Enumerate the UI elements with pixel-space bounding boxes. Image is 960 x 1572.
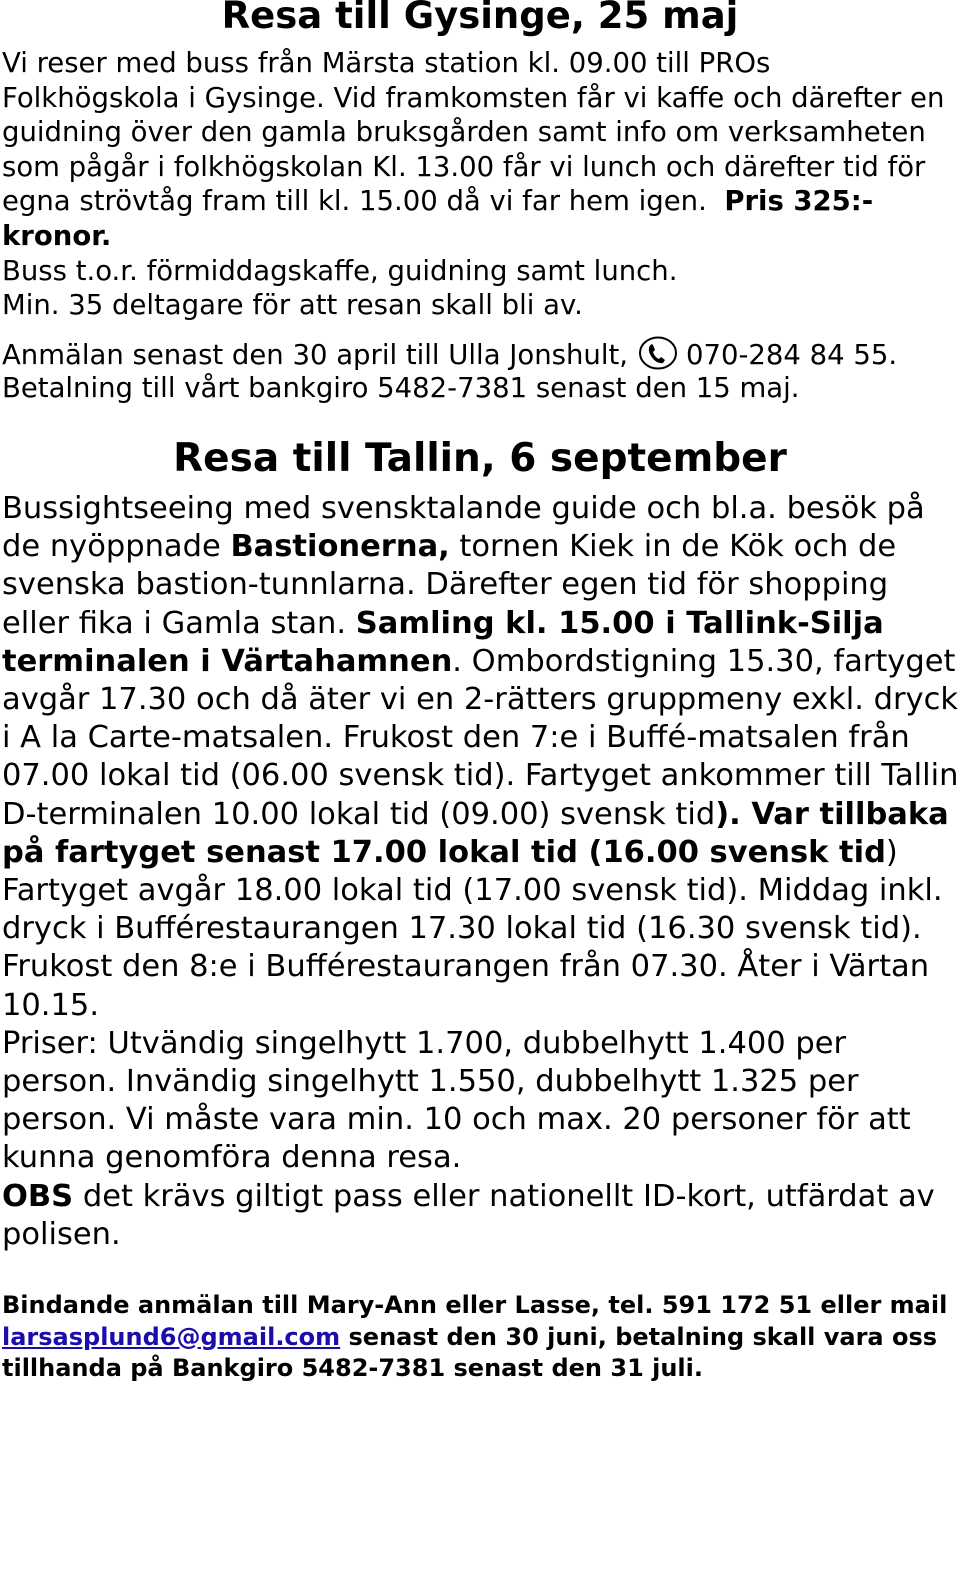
tallin-text-1: Bussightseeing med svensktalande guide och bl.a. besök på de nyöppnade — [2, 491, 925, 565]
tallin-description — [2, 490, 960, 1025]
tallin-text-2: tornen Kiek in de Kök och de svenska bastion-tunnlarna. Därefter egen tid för shopping eller fika i Gamla stan. — [2, 529, 897, 641]
gysinge-minimum: Min. 35 deltagare för att resan skall bli av. — [2, 289, 583, 322]
gysinge-price: Pris 325:- kronor. — [2, 185, 874, 252]
tallin-text-4: ) Fartyget avgår 18.00 lokal tid (17.00 svensk tid). Middag inkl. dryck i Bufférestaurangen 17.30 lokal tid (16.30 svensk tid). Frukost den 8:e i Bufférestaurangen från 07.30. Åter i Värtan 10.15. — [2, 834, 943, 1023]
gysinge-title: Resa till Gysinge, 25 maj — [221, 0, 739, 37]
tallin-prices: Priser: Utvändig singelhytt 1.700, dubbelhytt 1.400 per person. Invändig singelhytt 1.550, dubbelhytt 1.325 per person. Vi måste vara min. 10 och max. 20 personer för att kunna genomföra denna resa. — [2, 1025, 911, 1176]
obs-text: det krävs giltigt pass eller nationellt ID-kort, utfärdat av polisen. — [2, 1178, 935, 1252]
tallin-body — [2, 490, 960, 1254]
tallin-bold-2: Samling kl. 15.00 i Tallink-Silja terminalen i Värtahamnen — [2, 605, 884, 679]
registration-text-a: Bindande anmälan till Mary-Ann eller Lasse, tel. 591 172 51 eller mail — [2, 1291, 948, 1319]
tallin-obs — [2, 1178, 960, 1254]
gysinge-contact-text: Anmälan senast den 30 april till Ulla Jonshult, — [2, 339, 629, 371]
email-link[interactable]: larsasplund6@gmail.com — [2, 1322, 341, 1351]
registration-note — [2, 1290, 958, 1385]
gysinge-payment: Betalning till vårt bankgiro 5482-7381 senast den 15 maj. — [2, 372, 800, 404]
gysinge-intro — [2, 46, 952, 254]
gysinge-phone-number: 070-284 84 55. — [686, 339, 898, 371]
tallin-title: Resa till Tallin, 6 september — [173, 436, 787, 481]
registration-text-b: senast den 30 juni, betalning skall vara oss tillhanda på Bankgiro 5482-7381 senast den 31 juli. — [2, 1322, 938, 1382]
gysinge-includes: Buss t.o.r. förmiddagskaffe, guidning samt lunch. — [2, 254, 678, 287]
gysinge-contact — [2, 336, 958, 373]
gysinge-intro-text: Vi reser med buss från Märsta station kl. 09.00 till PROs Folkhögskola i Gysinge. Vid framkomsten får vi kaffe och därefter en guidning över den gamla bruksgården samt info om verksamheten som pågår i folkhögskolan Kl. 13.00 får vi lunch och därefter tid för egna strövtåg fram till kl. 15.00 då vi far hem igen. — [2, 47, 945, 218]
tallin-bold-3: ). Var tillbaka på fartyget senast 17.00 lokal tid (16.00 svensk tid — [2, 796, 949, 870]
gysinge-body — [2, 46, 952, 323]
obs-label: OBS — [2, 1178, 74, 1214]
telephone-icon — [638, 336, 678, 370]
tallin-text-3: . Ombordstigning 15.30, fartyget avgår 17.30 och då äter vi en 2-rätters gruppmeny exkl. dryck i A la Carte-matsalen. Frukost den 7:e i Buffé-matsalen från 07.00 lokal tid (06.00 svensk tid). Fartyget ankommer till Tallin D-terminalen 10.00 lokal tid (09.00) svensk tid — [2, 643, 959, 832]
tallin-bold-1: Bastionerna, — [230, 529, 450, 565]
